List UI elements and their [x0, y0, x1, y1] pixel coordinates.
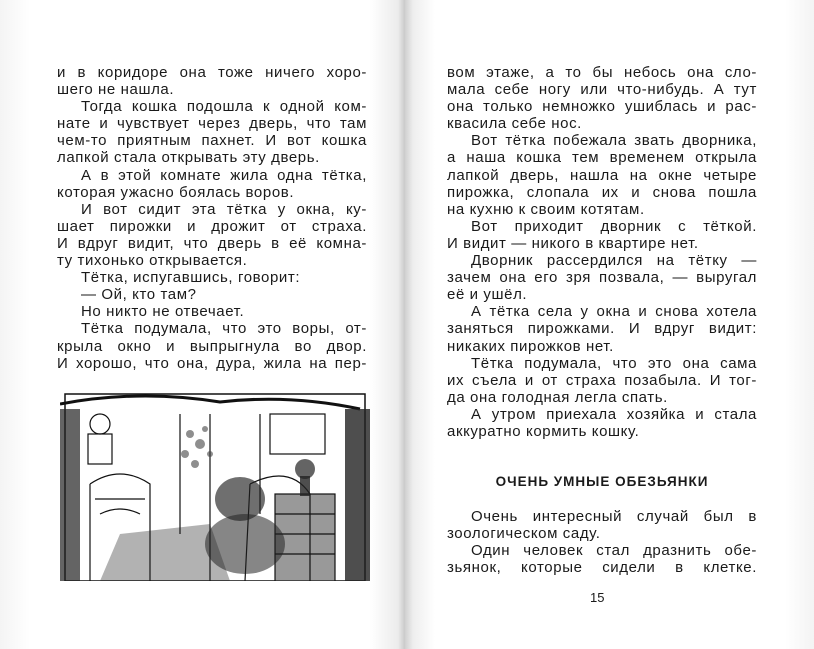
text-line: вом этаже, а то бы небось она сло-: [447, 64, 757, 81]
text-line: Тётка подумала, что это она сама: [471, 354, 757, 372]
text-line: зьянок, которые сидели в клетке.: [447, 559, 757, 577]
text-line: А в этой комнате жила одна тётка,: [81, 166, 367, 184]
text-line: пирожка, слопала их и снова пошла: [447, 183, 757, 201]
right-page-story2-text: [447, 508, 757, 576]
page-number: 15: [590, 590, 605, 605]
text-line: Вот приходит дворник с тёткой.: [471, 217, 757, 235]
text-line: Тогда кошка подошла к одной ком-: [81, 98, 367, 116]
text-line: она только немножко ушиблась и рас-: [447, 98, 757, 116]
text-line: Дворник рассердился на тётку —: [471, 252, 757, 270]
text-line: а наша кошка тем временем открыла: [447, 149, 757, 167]
text-line: шает пирожки и дрожит от страха.: [57, 217, 367, 235]
text-line: И видит — никого в квартире нет.: [447, 234, 699, 252]
text-line: аккуратно кормить кошку.: [447, 422, 640, 440]
left-page-text: [57, 64, 367, 372]
text-line: Но никто не отвечает.: [81, 303, 245, 321]
right-page-text: [447, 64, 757, 440]
text-line: Вот тётка побежала звать дворника,: [471, 132, 757, 150]
text-line: лапкой дверь, нашла на окне четыре: [447, 166, 757, 184]
text-line: заняться пирожками. И вдруг видит:: [447, 320, 757, 338]
text-line: А утром приехала хозяйка и стала: [471, 405, 757, 423]
text-line: Тётка, испугавшись, говорит:: [81, 269, 301, 287]
text-line: да она голодная легла спать.: [447, 388, 668, 406]
text-line: квасила себе нос.: [447, 115, 582, 133]
text-line: И вот сидит эта тётка у окна, ку-: [81, 200, 367, 218]
text-line: зачем она его зря позвала, — выругал: [447, 269, 757, 287]
chapter-heading: ОЧЕНЬ УМНЫЕ ОБЕЗЬЯНКИ: [495, 474, 709, 489]
text-line: — Ой, кто там?: [81, 286, 197, 304]
text-line: ту тихонько открывается.: [57, 252, 248, 270]
text-line: Очень интересный случай был в: [471, 508, 757, 525]
text-line: И вдруг видит, что дверь в её комна-: [57, 234, 367, 252]
text-line: Тётка подумала, что это воры, от-: [81, 320, 367, 338]
text-line: Один человек стал дразнить обе-: [471, 542, 757, 560]
text-line: лапкой стала открывать эту дверь.: [57, 149, 320, 167]
text-line: крыла окно и выпрыгнула во двор.: [57, 337, 367, 355]
illustration-woman-at-window: [60, 384, 370, 581]
text-line: чем-то приятным пахнет. И вот кошка: [57, 132, 367, 150]
text-line: зоологическом саду.: [447, 525, 601, 543]
text-line: шего не нашла.: [57, 81, 175, 99]
text-line: и в коридоре она тоже ничего хоро-: [57, 64, 367, 81]
text-line: на кухню к своим котятам.: [447, 200, 645, 218]
text-line: А тётка села у окна и снова хотела: [471, 303, 757, 321]
text-line: мала себе ногу или что-нибудь. А тут: [447, 81, 757, 99]
text-line: которая ужасно боялась воров.: [57, 183, 295, 201]
text-line: нате и чувствует через дверь, что там: [57, 115, 367, 133]
text-line: И хорошо, что она, дура, жила на пер-: [57, 354, 367, 372]
text-line: её и ушёл.: [447, 286, 528, 304]
text-line: никаких пирожков нет.: [447, 337, 614, 355]
text-line: их съела и от страха позабыла. И тог-: [447, 371, 757, 389]
